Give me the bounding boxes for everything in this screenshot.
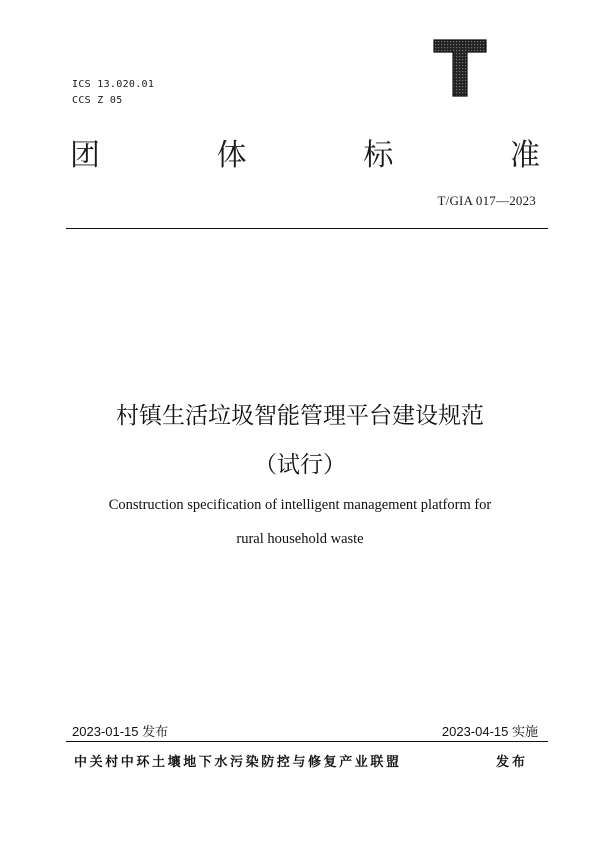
- category-char-4: 准: [509, 138, 540, 173]
- category-char-1: 团: [70, 138, 100, 173]
- top-divider: [66, 228, 548, 229]
- publish-label: 发布: [496, 755, 529, 770]
- standard-number: T/GIA 017—2023: [437, 193, 536, 208]
- ccs-code: CCS Z 05: [72, 95, 123, 106]
- document-title-zh: 村镇生活垃圾智能管理平台建设规范: [116, 403, 484, 429]
- publisher-name: 中关村中环土壤地下水污染防控与修复产业联盟: [74, 755, 402, 770]
- standard-category-title: [70, 136, 540, 176]
- category-char-3: 标: [363, 138, 394, 173]
- standard-type-t-logo: [432, 38, 488, 98]
- document-subtitle-zh: （试行）: [254, 452, 346, 478]
- issue-date: 2023-01-15 发布: [72, 724, 169, 739]
- bottom-divider: [66, 741, 548, 742]
- ics-code: ICS 13.020.01: [72, 79, 155, 90]
- document-title-en-line1: Construction specification of intelligent management platform for: [108, 497, 492, 513]
- category-char-2: 体: [216, 138, 247, 173]
- implementation-date: 2023-04-15 实施: [441, 724, 538, 739]
- document-title-en-line2: rural household waste: [236, 531, 364, 547]
